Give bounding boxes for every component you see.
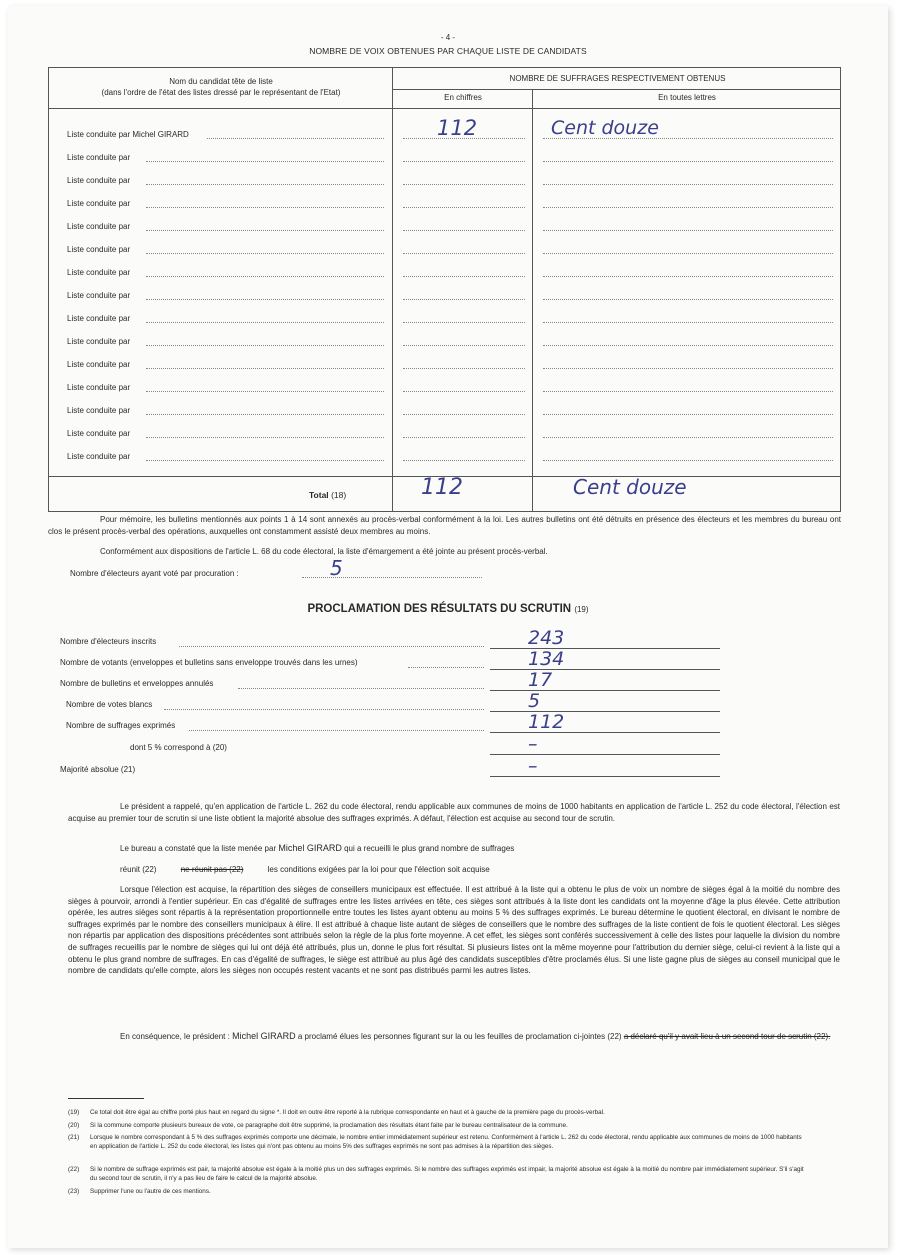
reunit-line: réunit (22) ne réunit pas (22) les conditions exigées par la loi pour que l'élection soit acquise [120, 865, 490, 874]
table-row [49, 356, 842, 379]
result-row [60, 669, 722, 695]
row-label: Liste conduite par [67, 199, 131, 208]
result-label: Nombre d'électeurs inscrits [60, 637, 157, 646]
row-label: Liste conduite par [67, 383, 131, 392]
table-row [49, 116, 842, 149]
repartition-paragraph: Lorsque l'élection est acquise, la répartition des sièges de conseillers municipaux est effectuée. Il est attribué à la liste qui a obtenu le plus de voix un nombre de sièges égal à la moitié du nombre des sièges à pourvoir, arrondi à l'entier supérieur. En cas d'égalité de suffrages entre les listes arrivées en tête, ces sièges sont attribués à la liste dont les candidats ont la moyenne d'âge la plus élevée. Cette attribution opérée, les autres sièges sont répartis à la représentation proportionnelle entre toutes les listes ayant obtenu au moins 5 % des suffrages exprimés. Le bureau détermine le quotient électoral, en divisant le nombre de suffrages exprimés par le nombre des conseillers municipaux à élire. Il est attribué à chaque liste autant de sièges de conseillers que le nombre des suffrages de la liste contient de fois le quotient électoral. Les sièges non répartis par application des dispositions précédentes sont attribués selon la règle de la plus forte moyenne. A cet effet, les sièges sont conférés successivement à celle des listes pour laquelle la division du nombre de suffrages recueillis par le nombre de sièges qui lui ont déjà été attribués, plus un, donne le plus fort résultat. Si plusieurs listes ont la même moyenne pour l'attribution du dernier siège, celui-ci revient à la liste qui a obtenu le plus grand nombre de suffrages. En cas d'égalité de suffrages, le siège est attribué au plus âgé des candidats susceptibles d'être proclamés élus. Si une liste gagne plus de sièges au conseil municipal que le nombre de candidats qu'elle compte, alors les sièges non occupés restent vacants et ne sont pas distribués parmi les autres listes. [68, 885, 840, 976]
header-chiffres: En chiffres [444, 93, 482, 102]
emargement-paragraph: Conformément aux dispositions de l'article L. 68 du code électoral, la liste d'émargement a été jointe au présent procès-verbal. [100, 547, 548, 556]
result-value: 112 [528, 711, 565, 733]
result-value: 134 [528, 648, 565, 670]
table-row [49, 402, 842, 425]
result-label: Nombre de suffrages exprimés [66, 721, 176, 730]
row-label: Liste conduite par [67, 176, 131, 185]
votes-table [48, 67, 841, 512]
proclamation-title: PROCLAMATION DES RÉSULTATS DU SCRUTIN (19) [307, 603, 589, 615]
row-label: Liste conduite par [67, 314, 131, 323]
table-row [49, 195, 842, 218]
result-value: – [528, 733, 538, 755]
footnote: (22) Si le nombre de suffrage exprimés est pair, la majorité absolue est égale à la moitié plus un des suffrages exprimés. Si le nombre des suffrages exprimés est impair, la majorité absolue est égale à la moitié du nombre pair immédiatement supérieur. S'il s'agit du second tour de scrutin, il n'y a pas lieu de faire le calcul de la majorité absolue. [68, 1166, 804, 1182]
procuration-value: 5 [330, 556, 343, 580]
result-label: Majorité absolue (21) [60, 765, 136, 774]
procuration-line: Nombre d'électeurs ayant voté par procuration : [70, 568, 490, 580]
page-number: - 4 - [440, 33, 456, 42]
document-page [8, 6, 888, 1248]
table-row [49, 310, 842, 333]
ne-reunit-option: ne réunit pas (22) [180, 865, 244, 874]
header-name: Nom du candidat tête de liste (dans l'ordre de l'état des listes dressé par le représentant de l'Etat) [101, 77, 341, 97]
result-label: Nombre de bulletins et enveloppes annulés [60, 679, 214, 688]
table-row [49, 264, 842, 287]
result-row [60, 690, 722, 716]
struck-mention: a déclaré qu'il y avait lieu à un second tour de scrutin (22). [623, 1032, 831, 1041]
header-suffrages: NOMBRE DE SUFFRAGES RESPECTIVEMENT OBTENUS [509, 74, 726, 83]
result-value: 5 [528, 690, 541, 712]
result-value: 243 [528, 627, 565, 649]
table-row [49, 149, 842, 172]
table-row [49, 379, 842, 402]
total-label: Total (18) [309, 490, 347, 500]
row-label: Liste conduite par [67, 337, 131, 346]
footnote-rule [68, 1098, 144, 1099]
section-title: NOMBRE DE VOIX OBTENUES PAR CHAQUE LISTE DE CANDIDATS [309, 46, 587, 56]
header-lettres: En toutes lettres [658, 93, 716, 102]
result-row [60, 733, 722, 759]
footnote: (19) Ce total doit être égal au chiffre porté plus haut en regard du signe *. Il doit en outre être reporté à la rubrique correspondante en haut et à gauche de la première page du procès-verbal. [68, 1109, 605, 1116]
reunit-option: réunit (22) [120, 865, 157, 874]
result-row [60, 711, 722, 737]
result-value: 17 [528, 669, 553, 691]
row-label: Liste conduite par [67, 222, 131, 231]
footnote: (21) Lorsque le nombre correspondant à 5 % des suffrages exprimés comporte une décimale, le nombre entier immédiatement supérieur est retenu. Conformément à l'article L. 262 du code électoral, rendu applicable aux communes de moins de 1000 habitants en application de l'article L. 252 du code électoral, les listes qui n'ont pas obtenu au moins 5% des suffrages exprimés ne sont pas admises à la répartition des sièges. [68, 1134, 802, 1150]
result-value: – [528, 755, 538, 777]
result-label: Nombre de votes blancs [66, 700, 153, 709]
row-label: Liste conduite par [67, 291, 131, 300]
row-label: Liste conduite par [67, 268, 131, 277]
footnote: (23) Supprimer l'une ou l'autre de ces mentions. [68, 1188, 211, 1195]
memo-paragraph: Pour mémoire, les bulletins mentionnés aux points 1 à 14 sont annexés au procès-verbal conformément à la loi. Les autres bulletins ont été détruits en présence des électeurs et les membres du bureau ont clos le présent procès-verbal des opérations, auxquelles ont constamment assisté deux membres au moins. [48, 515, 841, 536]
row-label: Liste conduite par [67, 406, 131, 415]
row-label: Liste conduite par Michel GIRARD [67, 130, 189, 139]
row-label: Liste conduite par [67, 245, 131, 254]
row-chiffres: 112 [437, 116, 478, 140]
table-row [49, 333, 842, 356]
result-label: Nombre de votants (enveloppes et bulletins sans enveloppe trouvés dans les urnes) [60, 658, 358, 667]
table-row [49, 425, 842, 448]
table-row [49, 287, 842, 310]
president-paragraph: Le président a rappelé, qu'en application de l'article L. 262 du code électoral, rendu applicable aux communes de moins de 1000 habitants en application de l'article L. 252 du code électoral, l'élection est acquise au premier tour de scrutin si une liste obtient la majorité absolue des suffrages exprimés. A défaut, l'élection est acquise au second tour de scrutin. [68, 802, 840, 823]
row-label: Liste conduite par [67, 429, 131, 438]
table-row [49, 448, 842, 471]
table-row [49, 218, 842, 241]
row-label: Liste conduite par [67, 360, 131, 369]
result-row [60, 627, 722, 653]
consequence-paragraph: En conséquence, le président : Michel GIRARD a proclamé élues les personnes figurant sur la ou les feuilles de proclamation ci-jointes (22) a déclaré qu'il y avait lieu à un second tour de scrutin (22). [120, 1031, 831, 1041]
table-row [49, 241, 842, 264]
row-lettres: Cent douze [551, 117, 659, 139]
footnote: (20) Si la commune comporte plusieurs bureaux de vote, ce paragraphe doit être supprimé, la proclamation des résultats étant faite par le bureau centralisateur de la commune. [68, 1122, 568, 1129]
total-chiffres: 112 [421, 475, 463, 500]
result-row [60, 648, 722, 674]
bureau-sentence: Le bureau a constaté que la liste menée par Michel GIRARD qui a recueilli le plus grand nombre de suffrages [120, 843, 515, 853]
result-row [60, 755, 722, 781]
result-label: dont 5 % correspond à (20) [130, 743, 227, 752]
row-label: Liste conduite par [67, 452, 131, 461]
table-row [49, 172, 842, 195]
total-lettres: Cent douze [573, 475, 687, 499]
row-label: Liste conduite par [67, 153, 131, 162]
